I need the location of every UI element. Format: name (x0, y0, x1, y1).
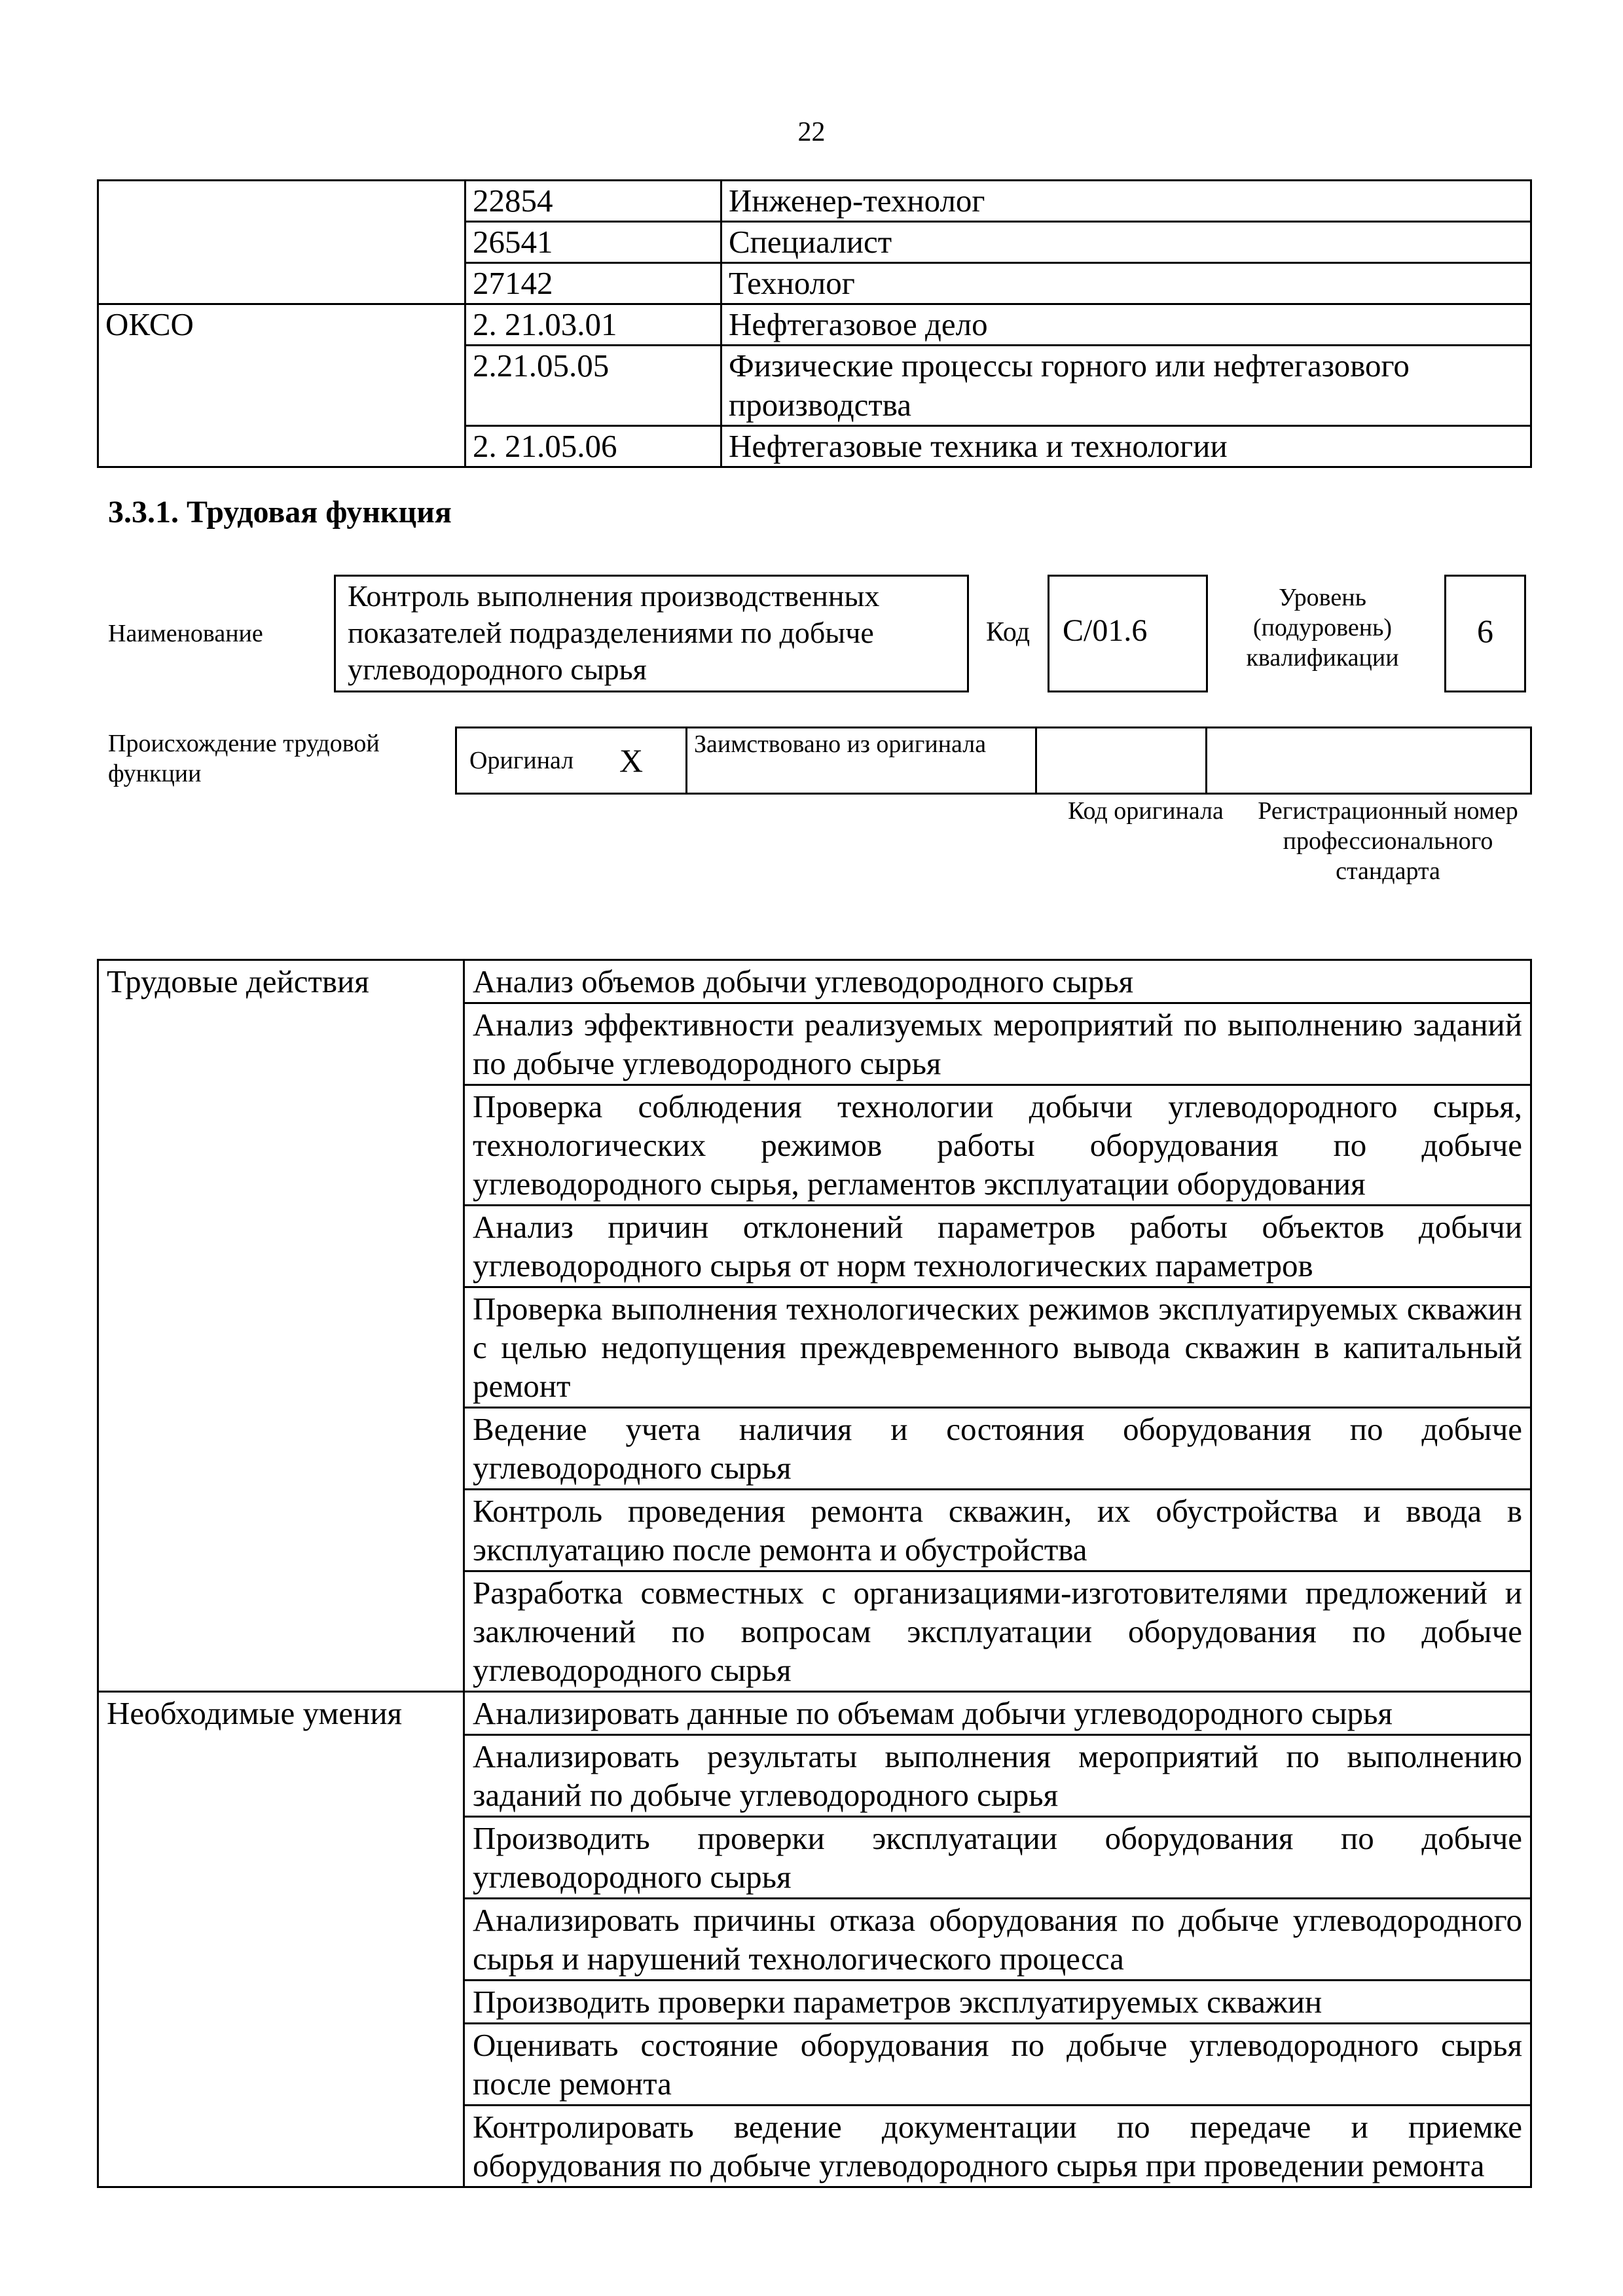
function-name: Контроль выполнения производственных показателей подразделениями по добыче углеводородного сырья (348, 579, 880, 686)
labor-action-item: Проверка выполнения технологических режимов эксплуатируемых скважин с целью недопущения преждевременного вывода скважин в капитальный ремонт (464, 1287, 1531, 1408)
origin-label: Происхождение трудовой функции (108, 730, 380, 787)
labor-action-item: Проверка соблюдения технологии добычи углеводородного сырья, технологических режимов работы оборудования по добыче углеводородного сырья, регламентов эксплуатации оборудования (464, 1085, 1531, 1206)
registration-number-cell (1207, 728, 1531, 794)
classifier-label-okso: ОКСО (98, 304, 465, 467)
function-name-box (334, 575, 969, 692)
original-mark: X (619, 742, 644, 779)
name-label: Наименование (108, 620, 263, 647)
function-code: С/01.6 (1063, 613, 1148, 648)
code-label: Код (986, 617, 1030, 647)
code-caption: Код оригинала (1068, 797, 1224, 825)
classifier-code: 26541 (465, 222, 721, 263)
skill-item: Анализировать причины отказа оборудования по добыче углеводородного сырья и нарушений технологического процесса (464, 1899, 1531, 1981)
skill-item: Производить проверки эксплуатации оборудования по добыче углеводородного сырья (464, 1817, 1531, 1899)
classifier-code: 2. 21.05.06 (465, 426, 721, 467)
classifier-name: Специалист (721, 222, 1531, 263)
table-row (98, 181, 1531, 222)
origin-table (455, 726, 1532, 795)
classifier-label-cell (98, 181, 465, 304)
skill-item: Контролировать ведение документации по передаче и приемке оборудования по добыче углеводородного сырья при проведении ремонта (464, 2106, 1531, 2187)
table-row (98, 1692, 1531, 1735)
code-box (1048, 575, 1208, 692)
labor-action-item: Анализ эффективности реализуемых мероприятий по выполнению заданий по добыче углеводородного сырья (464, 1003, 1531, 1085)
function-details-table (97, 959, 1532, 2188)
labor-action-item: Анализ причин отклонений параметров работы объектов добычи углеводородного сырья от норм технологических параметров (464, 1206, 1531, 1287)
original-label: Оригинал (469, 747, 574, 774)
classifier-code: 2. 21.03.01 (465, 304, 721, 346)
original-code-cell (1036, 728, 1207, 794)
skill-item: Анализировать данные по объемам добычи углеводородного сырья (464, 1692, 1531, 1735)
original-mark-cell (619, 728, 687, 794)
section-title: 3.3.1. Трудовая функция (108, 495, 452, 529)
classifier-name: Нефтегазовые техника и технологии (721, 426, 1531, 467)
classifier-name: Нефтегазовое дело (721, 304, 1531, 346)
classifier-name: Инженер-технолог (721, 181, 1531, 222)
labor-actions-label: Трудовые действия (98, 960, 464, 1692)
labor-action-item: Анализ объемов добычи углеводородного сырья (464, 960, 1531, 1003)
skill-item: Оценивать состояние оборудования по добыче углеводородного сырья после ремонта (464, 2024, 1531, 2106)
table-row (456, 728, 1531, 794)
labor-action-item: Контроль проведения ремонта скважин, их обустройства и ввода в эксплуатацию после ремонта и обустройства (464, 1490, 1531, 1571)
original-cell (456, 728, 619, 794)
table-row (98, 960, 1531, 1003)
labor-action-item: Ведение учета наличия и состояния оборудования по добыче углеводородного сырья (464, 1408, 1531, 1490)
page-number: 22 (797, 117, 826, 147)
classifier-table (97, 179, 1532, 468)
skill-item: Производить проверки параметров эксплуатируемых скважин (464, 1981, 1531, 2024)
required-skills-label: Необходимые умения (98, 1692, 464, 2187)
table-row (98, 304, 1531, 346)
registration-caption: Регистрационный номер профессионального стандарта (1258, 797, 1518, 885)
classifier-code: 27142 (465, 263, 721, 304)
classifier-code: 2.21.05.05 (465, 346, 721, 426)
labor-action-item: Разработка совместных с организациями-изготовителями предложений и заключений по вопросам эксплуатации оборудования по добыче углеводородного сырья (464, 1571, 1531, 1692)
qualification-level: 6 (1477, 613, 1493, 649)
skill-item: Анализировать результаты выполнения мероприятий по выполнению заданий по добыче углеводородного сырья (464, 1735, 1531, 1817)
borrowed-cell (687, 728, 1036, 794)
classifier-name: Физические процессы горного или нефтегазового производства (721, 346, 1531, 426)
classifier-code: 22854 (465, 181, 721, 222)
classifier-name: Технолог (721, 263, 1531, 304)
borrowed-label: Заимствовано из оригинала (694, 730, 987, 758)
level-label: Уровень (подуровень) квалификации (1246, 584, 1399, 672)
level-box (1444, 575, 1526, 692)
